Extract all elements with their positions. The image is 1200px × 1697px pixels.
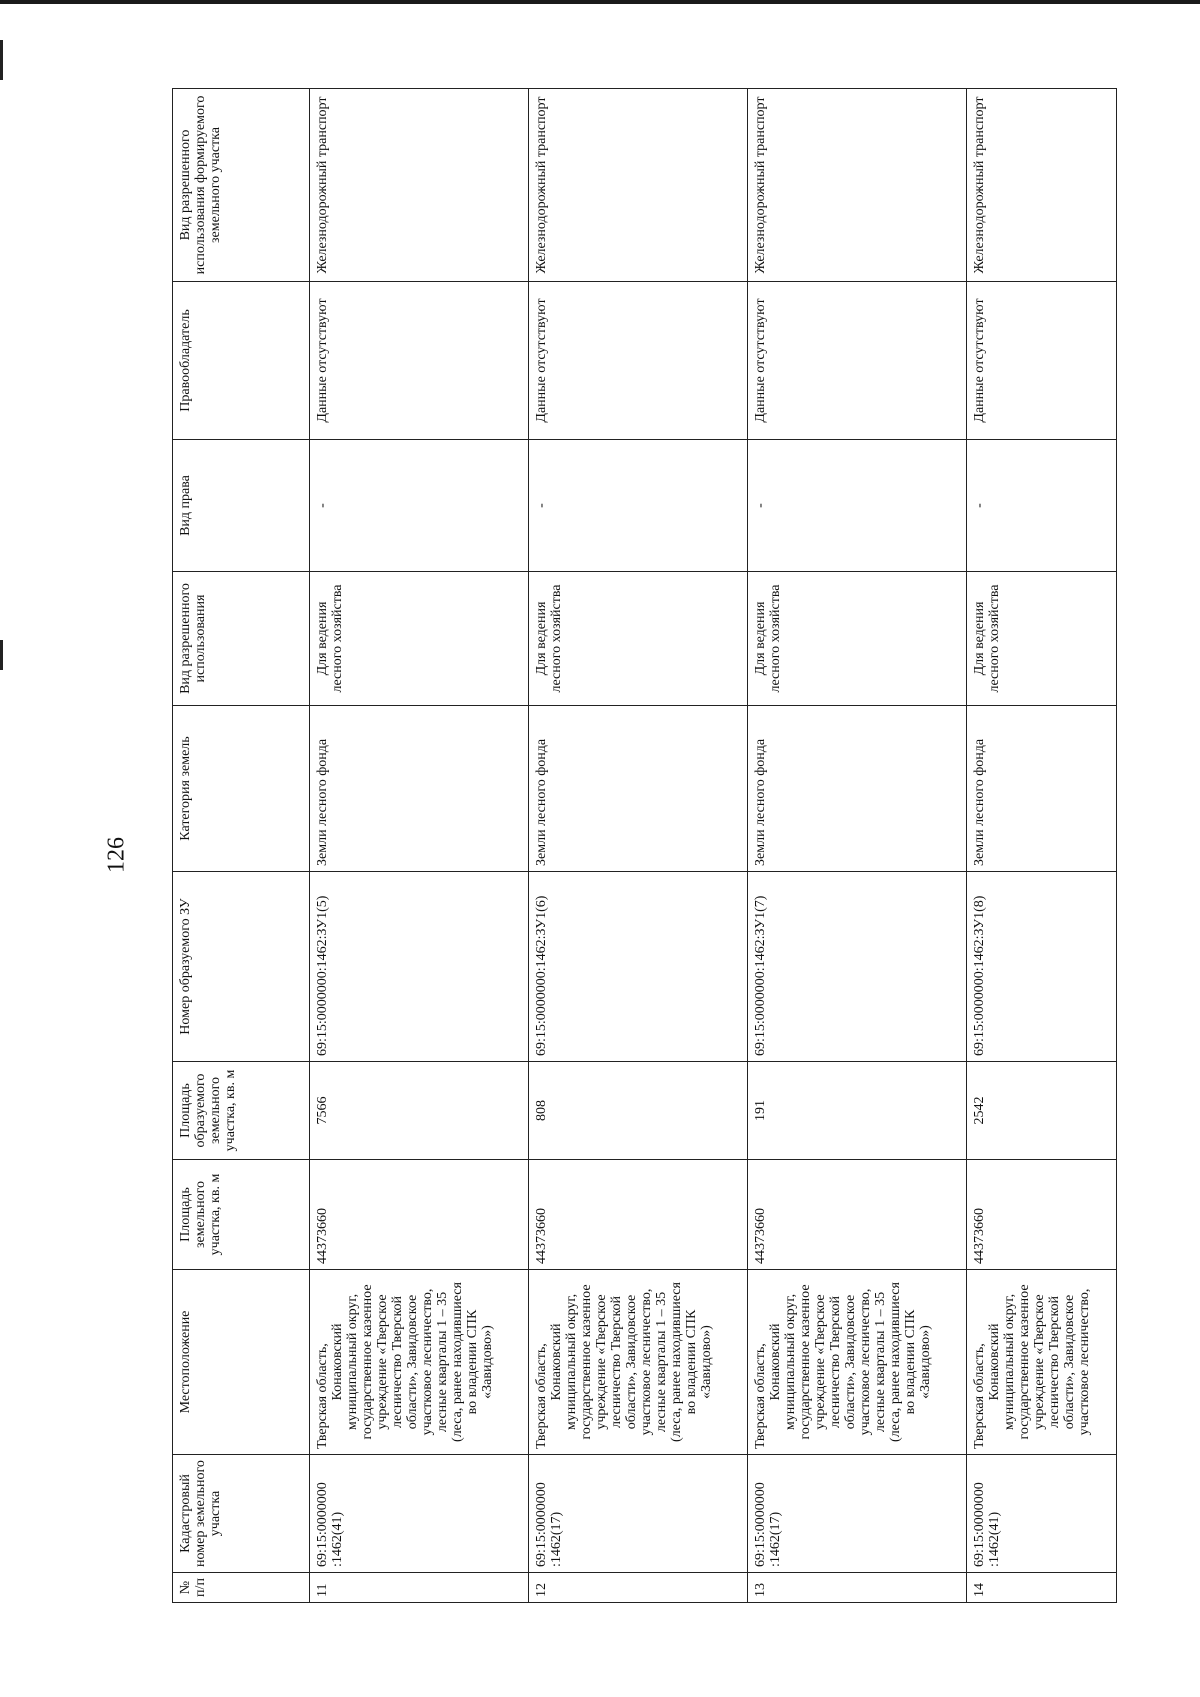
header-cell-new-number: Номер образуемого ЗУ [173, 872, 310, 1062]
cell-cadastral: 69:15:0000000 :1462(41) [966, 1455, 1116, 1573]
header-cell-area: Площадь земельного участка, кв. м [173, 1160, 310, 1270]
table-row [747, 89, 966, 1603]
cell-right-type: - [966, 440, 1116, 572]
land-plots-table-container [172, 89, 1117, 1603]
cell-number: 12 [528, 1573, 747, 1603]
table-row [966, 89, 1116, 1603]
cell-location [747, 1270, 966, 1455]
table-header-row [173, 89, 310, 1603]
cell-right-type: - [310, 440, 529, 572]
header-cell-cadastral: Кадастровый номер земельного участка [173, 1455, 310, 1573]
header-cell-owner: Правообладатель [173, 282, 310, 440]
cell-area: 44373660 [747, 1160, 966, 1270]
header-cell-right-type: Вид права [173, 440, 310, 572]
cell-right-type: - [528, 440, 747, 572]
location-first-line: Тверская область, [315, 1343, 330, 1449]
cell-new-area: 808 [528, 1062, 747, 1160]
header-cell-permitted-use: Вид разрешенного использования [173, 572, 310, 706]
cell-owner: Данные отсутствуют [966, 282, 1116, 440]
cell-new-number: 69:15:0000000:1462:ЗУ1(5) [310, 872, 529, 1062]
cell-area: 44373660 [966, 1160, 1116, 1270]
cell-permitted-use: Для ведения лесного хозяйства [747, 572, 966, 706]
cell-owner: Данные отсутствуют [528, 282, 747, 440]
cell-new-number: 69:15:0000000:1462:ЗУ1(6) [528, 872, 747, 1062]
cell-new-number: 69:15:0000000:1462:ЗУ1(7) [747, 872, 966, 1062]
cell-category: Земли лесного фонда [966, 706, 1116, 872]
cell-new-area: 7566 [310, 1062, 529, 1160]
location-first-line: Тверская область, [752, 1343, 768, 1449]
cell-new-number: 69:15:0000000:1462:ЗУ1(8) [966, 872, 1116, 1062]
cell-category: Земли лесного фонда [747, 706, 966, 872]
page-number: 126 [103, 837, 130, 873]
land-plots-table [172, 88, 1117, 1603]
cell-permitted-use: Для ведения лесного хозяйства [310, 572, 529, 706]
cell-number: 14 [966, 1573, 1116, 1603]
cell-owner: Данные отсутствуют [310, 282, 529, 440]
cell-new-use: Железнодорожный транспорт [966, 89, 1116, 282]
scan-edge-mark [0, 40, 3, 80]
cell-new-use: Железнодорожный транспорт [528, 89, 747, 282]
location-text: Конаковский муниципальный округ, государственное казенное учреждение «Тверское лесничество Тверской области», Завидовское участковое лесничество, [986, 1284, 1092, 1440]
cell-new-use: Железнодорожный транспорт [310, 89, 529, 282]
cell-location [310, 1270, 529, 1455]
scan-edge-mark [0, 640, 3, 670]
header-cell-new-area: Площадь образуемого земельного участка, кв. м [173, 1062, 310, 1160]
location-first-line: Тверская область, [533, 1343, 549, 1449]
cell-category: Земли лесного фонда [528, 706, 747, 872]
cell-area: 44373660 [310, 1160, 529, 1270]
header-cell-category: Категория земель [173, 706, 310, 872]
cell-number: 11 [310, 1573, 529, 1603]
cell-new-area: 191 [747, 1062, 966, 1160]
location-text: Конаковский муниципальный округ, государственное казенное учреждение «Тверское лесничество Тверской области», Завидовское участковое лесничество, лесные кварталы 1 – 35 (леса, ранее находившиеся во владении СПК «Завидово») [330, 1282, 495, 1442]
cell-permitted-use: Для ведения лесного хозяйства [528, 572, 747, 706]
table-row [528, 89, 747, 1603]
cell-area: 44373660 [528, 1160, 747, 1270]
header-cell-location: Местоположение [173, 1270, 310, 1455]
cell-new-use: Железнодорожный транспорт [747, 89, 966, 282]
cell-category: Земли лесного фонда [310, 706, 529, 872]
cell-cadastral: 69:15:0000000 :1462(17) [747, 1455, 966, 1573]
cell-cadastral: 69:15:0000000 :1462(17) [528, 1455, 747, 1573]
cell-owner: Данные отсутствуют [747, 282, 966, 440]
location-text: Конаковский муниципальный округ, государственное казенное учреждение «Тверское лесничество Тверской области», Завидовское участковое лесничество, лесные кварталы 1 – 35 (леса, ранее находившиеся во владении СПК «Завидово») [548, 1282, 714, 1442]
cell-cadastral: 69:15:0000000 :1462(41) [310, 1455, 529, 1573]
location-first-line: Тверская область, [971, 1343, 987, 1449]
scan-top-edge [0, 0, 1200, 4]
location-text: Конаковский муниципальный округ, государственное казенное учреждение «Тверское лесничество Тверской области», Завидовское участковое лесничество, лесные кварталы 1 – 35 (леса, ранее находившиеся во владении СПК «Завидово») [767, 1282, 933, 1442]
table-row [310, 89, 529, 1603]
cell-location [966, 1270, 1116, 1455]
header-cell-number: № п/п [173, 1573, 310, 1603]
header-cell-new-use: Вид разрешенного использования формируемого земельного участка [173, 89, 310, 282]
cell-right-type: - [747, 440, 966, 572]
cell-new-area: 2542 [966, 1062, 1116, 1160]
cell-number: 13 [747, 1573, 966, 1603]
cell-permitted-use: Для ведения лесного хозяйства [966, 572, 1116, 706]
cell-location [528, 1270, 747, 1455]
